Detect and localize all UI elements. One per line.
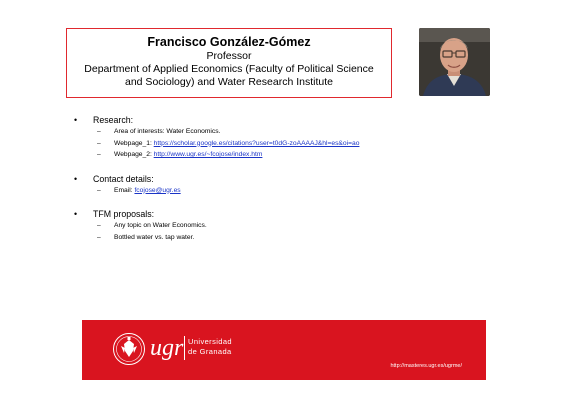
email-item [72,185,542,197]
webpage-1-label: Webpage_1: [114,139,154,147]
tfm-heading: • TFM proposals: [72,208,542,220]
department-line-2: and Sociology) and Water Research Institute [125,76,333,88]
content [72,114,542,255]
university-line-1: Universidad [188,337,233,346]
tfm-section [72,208,542,243]
webpage-2-label: Webpage_2: [114,151,154,158]
webpage-2-link[interactable]: http://www.ugr.es/~fcojose/index.htm [153,151,263,158]
webpage-2-item [72,149,542,161]
header-box [66,28,392,98]
profile-photo [419,28,490,96]
webpage-1-item [72,138,542,150]
contact-section [72,173,542,197]
person-name: Francisco González-Gómez [147,35,311,49]
webpage-1-link[interactable]: https://scholar.google.es/citations?user=t0dG-zoAAAAJ&hl=es&oi=ao [153,139,360,147]
email-link[interactable]: fcojose@ugr.es [134,186,181,194]
footer-url[interactable]: http://masteres.ugr.es/ugrme/ [390,363,462,369]
contact-heading: • Contact details: [72,173,542,185]
research-section [72,114,542,161]
tfm-item-1: – Any topic on Water Economics. [72,220,542,232]
research-heading: • Research: [72,114,542,126]
logo-divider [184,336,185,360]
university-crest-icon [112,332,146,366]
university-name [188,337,232,356]
university-line-2: de Granada [188,346,232,356]
portrait-image [419,28,490,96]
person-role: Professor [206,50,252,62]
footer-banner [82,320,486,380]
tfm-item-2: – Bottled water vs. tap water. [72,232,542,244]
logo-text: ugr [150,335,184,361]
department-line-1: Department of Applied Economics (Faculty of Political Science [84,63,374,75]
email-label: Email: [114,186,135,194]
research-interests: – Area of interests: Water Economics. [72,126,542,138]
